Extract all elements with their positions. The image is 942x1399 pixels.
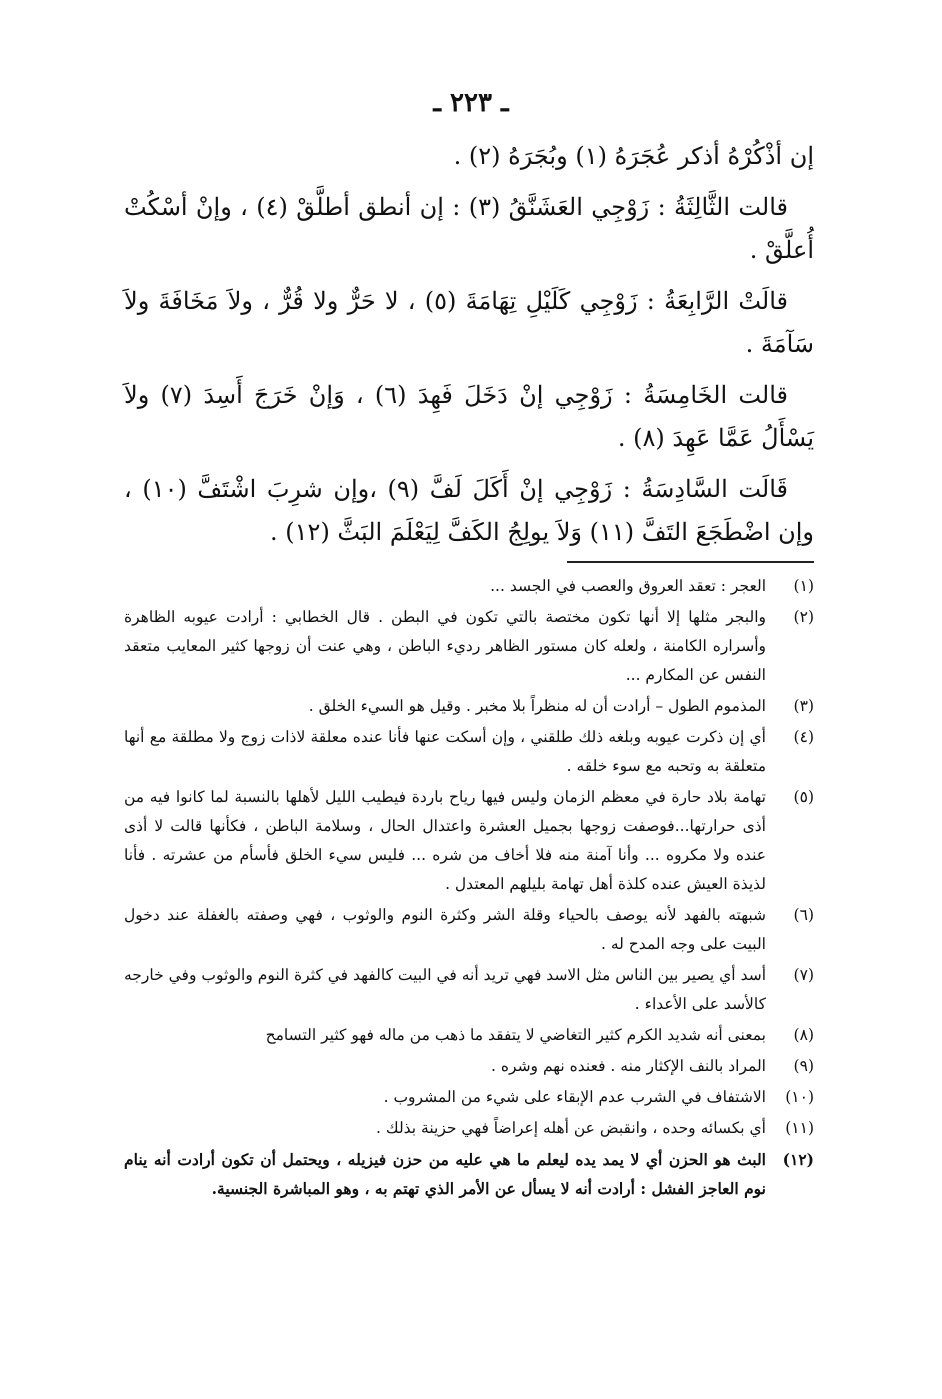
footnote-number: (٩)	[793, 1057, 814, 1075]
footnote-number: (٥)	[793, 788, 814, 806]
footnote-number: (٢)	[793, 608, 814, 626]
footnote-number: (٦)	[793, 906, 814, 924]
footnote-number: (٨)	[793, 1026, 814, 1044]
footnote-number: (١)	[793, 577, 814, 595]
footnote	[124, 572, 814, 601]
footnote-text: شبهته بالفهد لأنه يوصف بالحياء وقلة الشر وكثرة النوم والوثوب ، فهي وصفته بالغفلة عند دخول البيت على وجه المدح له .	[124, 906, 766, 953]
footnote	[124, 723, 814, 781]
footnote-number: (٧)	[793, 966, 814, 984]
paragraph: قالت الخَامِسَةُ : زَوْجِي إنْ دَخَلَ فَهِدَ (٦) ، وَإنْ خَرَجَ أَسِدَ (٧) ولاَ يَسْأَلُ عَمَّا عَهِدَ (٨) .	[124, 381, 814, 452]
footnote	[124, 1145, 814, 1203]
footnote-text: أسد أي يصير بين الناس مثل الاسد فهي تريد أنه في البيت كالفهد في كثرة النوم والوثوب وفي خارجه كالأسد على الأعداء .	[124, 966, 766, 1013]
main-text	[124, 135, 814, 562]
footnote-text: تهامة بلاد حارة في معظم الزمان وليس فيها رياح باردة فيطيب الليل لأهلها بالنسبة لما كانوا فيه من أذى حرارتها...فوصفت زوجها بجميل العشرة واعتدال الحال ، وسلامة الباطن ، فكأنها قالت لا أذى عنده ولا مكروه ... وأنا آمنة منه فلا أخاف من شره ... فليس سيء الخلق فأسأم من عشرته . فأنا لذيذة العيش عنده كلذة أهل تهامة بليلهم المعتدل .	[124, 788, 766, 893]
footnote-text: بمعنى أنه شديد الكرم كثير التغاضي لا يتفقد ما ذهب من ماله فهو كثير التسامح	[265, 1026, 766, 1044]
footnote	[124, 1052, 814, 1081]
footnote	[124, 603, 814, 690]
page-number: ـ ٢٢٣ ـ	[433, 88, 509, 118]
footnote-text: المذموم الطول – أرادت أن له منظراً بلا مخبر . وقيل هو السيء الخلق .	[308, 697, 766, 715]
footnote-text: أي بكسائه وحده ، وانقبض عن أهله إعراضاً فهي حزينة بذلك .	[376, 1119, 766, 1137]
footnote	[124, 692, 814, 721]
paragraph: إن أذْكُرْهُ أذكر عُجَرَهُ (١) وبُجَرَهُ (٢) .	[453, 142, 814, 170]
footnote-separator	[567, 561, 814, 563]
footnote-number: (١١)	[785, 1119, 814, 1137]
footnote	[124, 1114, 814, 1143]
footnote	[124, 901, 814, 959]
footnote-text: العجر : تعقد العروق والعصب في الجسد ...	[490, 577, 766, 595]
footnote-number: (١٢)	[782, 1150, 814, 1169]
footnote	[124, 783, 814, 899]
paragraph: قَالَت السَّادِسَةُ : زَوْجِي إنْ أَكَلَ لَفَّ (٩) ،وإن شرِبَ اشْتَفَّ (١٠) ، وإن اضْطَجَعَ التَفَّ (١١) وَلاَ يولِجُ الكَفَّ لِيَعْلَمَ البَثَّ (١٢) .	[124, 475, 814, 546]
footnote	[124, 1083, 814, 1112]
paragraph: قالَتْ الرَّابِعَةُ : زَوْجِي كَلَيْلِ تِهَامَةَ (٥) ، لا حَرٌّ ولا قُرٌّ ، ولاَ مَخَافَةَ ولاَ سَآمَةَ .	[124, 287, 814, 358]
footnote-text: أي إن ذكرت عيوبه وبلغه ذلك طلقني ، وإن أسكت عنها فأنا عنده معلقة لاذات زوج ولا مطلقة مع أنها متعلقة به وتحبه مع سوء خلقه .	[124, 728, 766, 775]
footnote-number: (٤)	[793, 728, 814, 746]
footnote-text: الاشتفاف في الشرب عدم الإبقاء على شيء من المشروب .	[383, 1088, 766, 1106]
footnote-text: البث هو الحزن أي لا يمد يده ليعلم ما هي عليه من حزن فيزيله ، ويحتمل أن تكون أرادت أنه ينام نوم العاجز الفشل : أرادت أنه لا يسأل عن الأمر الذي تهتم به ، وهو المباشرة الجنسية.	[124, 1150, 766, 1198]
footnote	[124, 1021, 814, 1050]
footnote-number: (١٠)	[785, 1088, 814, 1106]
footnote-number: (٣)	[793, 697, 814, 715]
footnote-text: والبجر مثلها إلا أنها تكون مختصة بالتي تكون في البطن . قال الخطابي : أرادت عيوبه الظاهرة وأسراره الكامنة ، ولعله كان مستور الظاهر رديء الباطن ، وهي عنت أن زوجها كثير المعايب متعقد النفس عن المكارم ...	[124, 608, 766, 684]
paragraph: قالت الثَّالِثَةُ : زَوْجِي العَشَنَّقُ (٣) : إن أنطق أطلَّقْ (٤) ، وإنْ أسْكُتْ أُعلَّقْ .	[124, 193, 814, 264]
footnotes	[124, 572, 814, 1205]
footnote	[124, 961, 814, 1019]
footnote-text: المراد بالنف الإكثار منه . فعنده نهم وشره .	[491, 1057, 766, 1075]
